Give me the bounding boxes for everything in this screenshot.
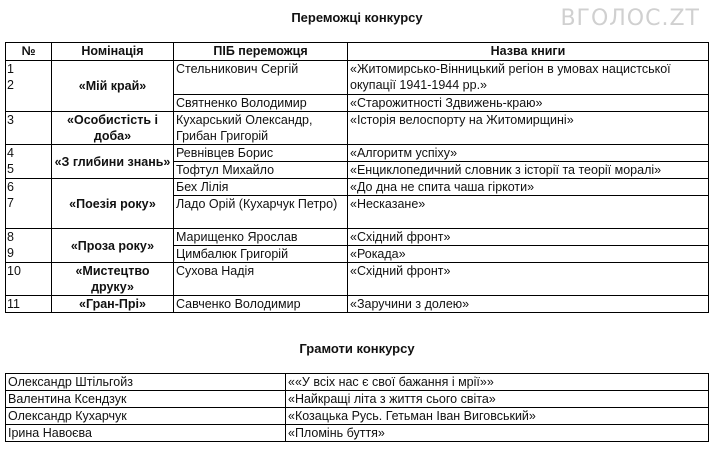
- book-title-cell: «Енциклопедичний словник з історії та теорії моралі»: [348, 162, 709, 179]
- nomination-cell: «Мій край»: [52, 61, 174, 112]
- col-header-number: №: [6, 43, 52, 61]
- winner-name-cell: Стельникович Сергій: [174, 61, 348, 95]
- table-row: [6, 229, 709, 246]
- diploma-book-cell: «Козацька Русь. Гетьман Іван Виговський»: [286, 408, 709, 425]
- book-title-cell: «Східний фронт»: [348, 263, 709, 296]
- winner-name-cell: Святненко Володимир: [174, 95, 348, 112]
- nomination-cell: «Проза року»: [52, 229, 174, 263]
- diplomas-title: Грамоти конкурсу: [299, 341, 415, 356]
- winner-name-cell: Марищенко Ярослав: [174, 229, 348, 246]
- nomination-cell: «Поезія року»: [52, 179, 174, 229]
- book-title-cell: «Алгоритм успіху»: [348, 145, 709, 162]
- diploma-book-cell: «Пломінь буття»: [286, 425, 709, 442]
- diploma-book-cell: ««У всіх нас є свої бажання і мрії»»: [286, 374, 709, 391]
- winners-title: Переможці конкурсу: [291, 10, 423, 25]
- table-row: [6, 179, 709, 196]
- table-row: [6, 425, 709, 442]
- col-header-book: Назва книги: [348, 43, 709, 61]
- winner-name-cell: Ладо Орій (Кухарчук Петро): [174, 196, 348, 229]
- row-number: 10: [6, 263, 52, 296]
- table-row: [6, 374, 709, 391]
- table-row: [6, 61, 709, 95]
- diploma-name-cell: Олександр Кухарчук: [6, 408, 286, 425]
- diploma-book-cell: «Найкращі літа з життя сього світа»: [286, 391, 709, 408]
- diplomas-table: [5, 373, 709, 442]
- winners-table: [5, 42, 709, 313]
- col-header-nomination: Номінація: [52, 43, 174, 61]
- row-number: 11: [6, 296, 52, 313]
- row-number: 8 9: [6, 229, 52, 263]
- table-row: [6, 408, 709, 425]
- book-title-cell: «Історія велоспорту на Житомирщині»: [348, 112, 709, 145]
- diploma-name-cell: Валентина Ксендзук: [6, 391, 286, 408]
- row-number: 4 5: [6, 145, 52, 179]
- winner-name-cell: Тофтул Михайло: [174, 162, 348, 179]
- book-title-cell: «Рокада»: [348, 246, 709, 263]
- row-number: 1 2: [6, 61, 52, 112]
- table-row: [6, 296, 709, 313]
- book-title-cell: «До дна не спита чаша гіркоти»: [348, 179, 709, 196]
- book-title-cell: «Несказане»: [348, 196, 709, 229]
- winners-header-row: [6, 43, 709, 61]
- table-row: [6, 112, 709, 145]
- nomination-cell: «Мистецтво друку»: [52, 263, 174, 296]
- book-title-cell: «Заручини з долею»: [348, 296, 709, 313]
- site-watermark: ВГОЛОС.ZT: [560, 6, 700, 31]
- winner-name-cell: Кухарський Олександр, Грибан Григорій: [174, 112, 348, 145]
- book-title-cell: «Житомирсько-Вінницький регіон в умовах нацистської окупації 1941-1944 рр.»: [348, 61, 709, 95]
- row-number: 3: [6, 112, 52, 145]
- winner-name-cell: Ревнівцев Борис: [174, 145, 348, 162]
- nomination-cell: «Особистість і доба»: [52, 112, 174, 145]
- book-title-cell: «Старожитності Здвижень-краю»: [348, 95, 709, 112]
- table-row: [6, 263, 709, 296]
- diploma-name-cell: Олександр Штільгойз: [6, 374, 286, 391]
- winner-name-cell: Бех Лілія: [174, 179, 348, 196]
- row-number: 6 7: [6, 179, 52, 229]
- winner-name-cell: Сухова Надія: [174, 263, 348, 296]
- winner-name-cell: Савченко Володимир: [174, 296, 348, 313]
- col-header-winner: ПІБ переможця: [174, 43, 348, 61]
- nomination-cell: «З глибини знань»: [52, 145, 174, 179]
- book-title-cell: «Східний фронт»: [348, 229, 709, 246]
- diploma-name-cell: Ірина Навоєва: [6, 425, 286, 442]
- winner-name-cell: Цимбалюк Григорій: [174, 246, 348, 263]
- table-row: [6, 391, 709, 408]
- nomination-cell: «Гран-Прі»: [52, 296, 174, 313]
- table-row: [6, 145, 709, 162]
